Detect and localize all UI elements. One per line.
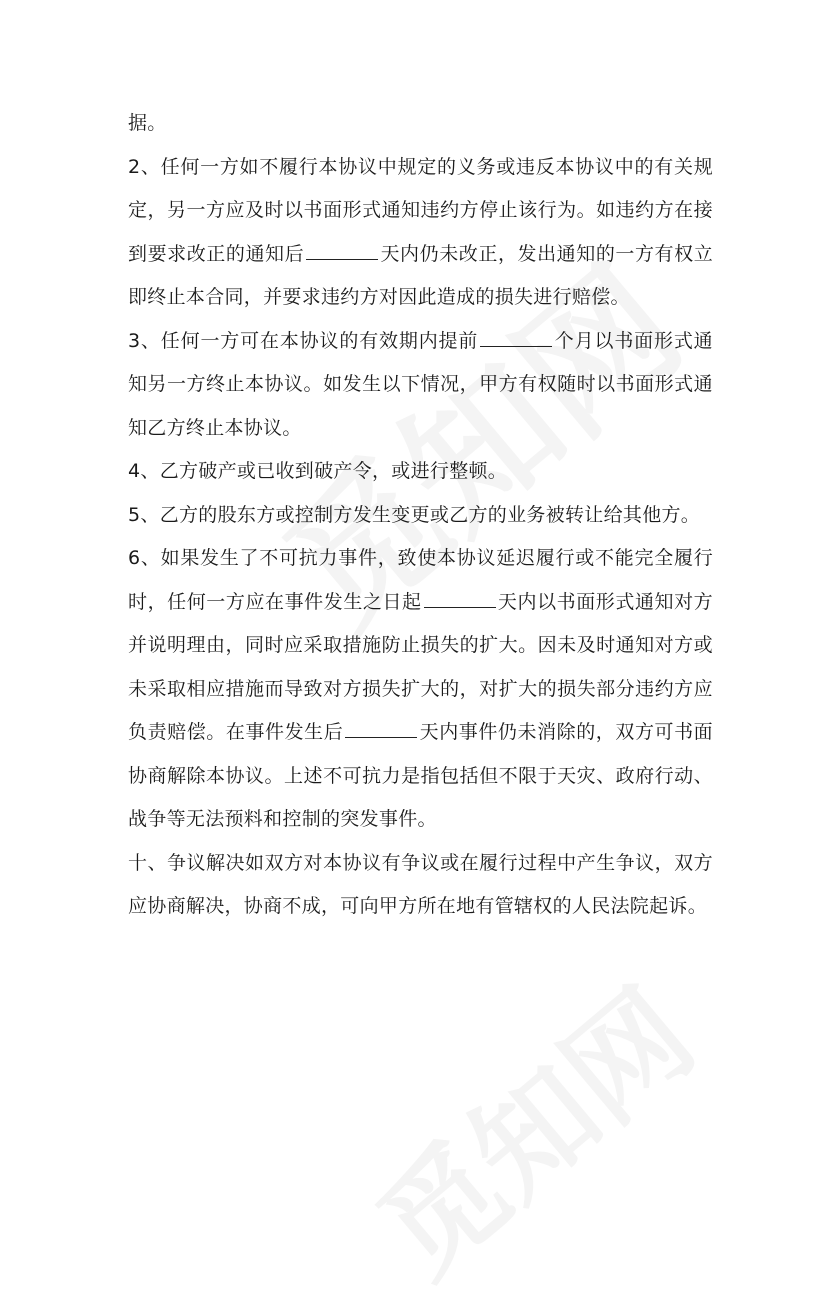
section-dispute-resolution: 十、争议解决如双方对本协议有争议或在履行过程中产生争议，双方应协商解决，协商不成，可向甲方所在地有管辖权的人民法院起诉。: [128, 851, 713, 917]
fill-blank[interactable]: [306, 241, 378, 260]
clause-6: 6、如果发生了不可抗力事件，致使本协议延迟履行或不能完全履行时，任何一方应在事件发生之日起 天内以书面形式通知对方并说明理由，同时应采取措施防止损失的扩大。因未及时通知对方或未采取相应措施而导致对方损失扩大的，对扩大的损失部分违约方应负责赔偿。在事件发生后 天内事件仍未消除的，双方可书面协商解除本协议。上述不可抗力是指包括但不限于天灾、政府行动、战争等无法预料和控制的突发事件。: [128, 547, 713, 830]
paragraph-fragment: 据。: [128, 112, 167, 134]
clause-3: 3、任何一方可在本协议的有效期内提前 个月以书面形式通知另一方终止本协议。如发生以下情况，甲方有权随时以书面形式通知乙方终止本协议。: [128, 329, 713, 439]
watermark: [337, 944, 723, 1307]
clause-2: 2、任何一方如不履行本协议中规定的义务或违反本协议中的有关规定，另一方应及时以书面形式通知违约方停止该行为。如违约方在接到要求改正的通知后 天内仍未改正，发出通知的一方有权立即终止本合同，并要求违约方对因此造成的损失进行赔偿。: [128, 155, 714, 308]
clause-5: 5、乙方的股东方或控制方发生变更或乙方的业务被转让给其他方。: [128, 503, 701, 526]
clause-4: 4、乙方破产或已收到破产令，或进行整顿。: [128, 460, 508, 482]
fill-blank[interactable]: [345, 719, 417, 738]
document-body: [128, 102, 713, 929]
fill-blank[interactable]: [480, 328, 552, 347]
fill-blank[interactable]: [424, 589, 496, 608]
